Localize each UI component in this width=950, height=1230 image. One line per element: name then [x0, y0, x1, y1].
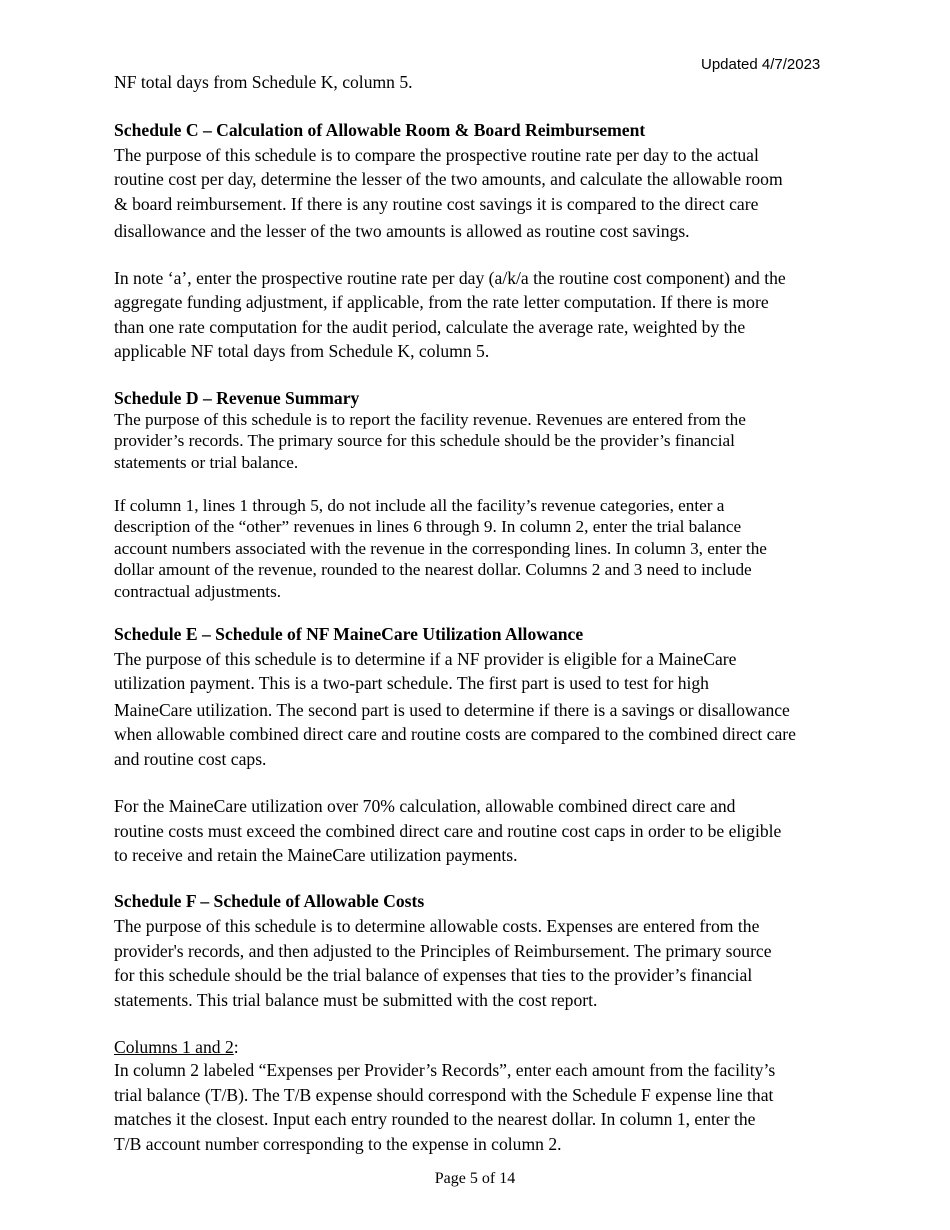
schedule-c-heading: Schedule C – Calculation of Allowable Room & Board Reimbursement [114, 120, 646, 140]
schedule-e-para1-line: MaineCare utilization. The second part is used to determine if there is a savings or disallowance [114, 700, 790, 720]
schedule-f-para1-line: The purpose of this schedule is to determine allowable costs. Expenses are entered from the [114, 916, 760, 936]
columns-label: Columns 1 and 2 [114, 1037, 234, 1057]
schedule-e-para1-line: The purpose of this schedule is to determine if a NF provider is eligible for a MaineCare [114, 649, 737, 669]
schedule-e-para1-line: when allowable combined direct care and routine costs are compared to the combined direct care [114, 724, 796, 744]
schedule-f-para2-line: T/B account number corresponding to the expense in column 2. [114, 1134, 562, 1154]
schedule-c-para1-line: The purpose of this schedule is to compare the prospective routine rate per day to the actual [114, 145, 759, 165]
schedule-f-para2-line: trial balance (T/B). The T/B expense should correspond with the Schedule F expense line that [114, 1085, 774, 1105]
updated-date: Updated 4/7/2023 [701, 56, 821, 73]
schedule-c-para2-line: In note ‘a’, enter the prospective routine rate per day (a/k/a the routine cost component) and the [114, 268, 786, 288]
schedule-c-para1-line: routine cost per day, determine the lesser of the two amounts, and calculate the allowable room [114, 169, 783, 189]
schedule-c-para1-line: & board reimbursement. If there is any routine cost savings it is compared to the direct care [114, 194, 759, 214]
columns-subheading [114, 1037, 239, 1058]
schedule-f-para1-line: provider's records, and then adjusted to the Principles of Reimbursement. The primary source [114, 941, 772, 961]
schedule-f-para1-line: for this schedule should be the trial balance of expenses that ties to the provider’s financial [114, 965, 753, 985]
schedule-d-para2-line: If column 1, lines 1 through 5, do not include all the facility’s revenue categories, enter a [114, 496, 725, 515]
schedule-e-para1-line: and routine cost caps. [114, 749, 267, 769]
schedule-e-para1-line: utilization payment. This is a two-part schedule. The first part is used to test for high [114, 673, 709, 693]
schedule-d-para1-line: statements or trial balance. [114, 453, 299, 472]
page-number: Page 5 of 14 [434, 1170, 516, 1187]
schedule-f-heading: Schedule F – Schedule of Allowable Costs [114, 891, 425, 911]
schedule-d-para2-line: description of the “other” revenues in lines 6 through 9. In column 2, enter the trial balance [114, 517, 742, 536]
schedule-d-para2-line: contractual adjustments. [114, 582, 282, 601]
columns-colon: : [233, 1037, 239, 1057]
schedule-d-heading: Schedule D – Revenue Summary [114, 388, 360, 408]
schedule-d-para1-line: provider’s records. The primary source for this schedule should be the provider’s financial [114, 431, 735, 450]
intro-line: NF total days from Schedule K, column 5. [114, 72, 413, 92]
schedule-c-para2-line: than one rate computation for the audit period, calculate the average rate, weighted by the [114, 317, 746, 337]
schedule-f-para2-line: matches it the closest. Input each entry rounded to the nearest dollar. In column 1, enter the [114, 1109, 756, 1129]
schedule-c-para2-line: aggregate funding adjustment, if applicable, from the rate letter computation. If there is more [114, 292, 769, 312]
schedule-e-para2-line: For the MaineCare utilization over 70% calculation, allowable combined direct care and [114, 796, 736, 816]
schedule-c-para1-line: disallowance and the lesser of the two amounts is allowed as routine cost savings. [114, 221, 690, 241]
schedule-e-para2-line: routine costs must exceed the combined direct care and routine cost caps in order to be eligible [114, 821, 782, 841]
schedule-e-para2-line: to receive and retain the MaineCare utilization payments. [114, 845, 518, 865]
schedule-d-para2-line: dollar amount of the revenue, rounded to the nearest dollar. Columns 2 and 3 need to include [114, 560, 752, 579]
schedule-d-para2-line: account numbers associated with the revenue in the corresponding lines. In column 3, enter the [114, 539, 767, 558]
schedule-f-para1-line: statements. This trial balance must be submitted with the cost report. [114, 990, 598, 1010]
schedule-f-para2-line: In column 2 labeled “Expenses per Provider’s Records”, enter each amount from the facility’s [114, 1060, 776, 1080]
schedule-d-para1-line: The purpose of this schedule is to report the facility revenue. Revenues are entered from the [114, 410, 746, 429]
schedule-e-heading: Schedule E – Schedule of NF MaineCare Utilization Allowance [114, 624, 584, 644]
schedule-c-para2-line: applicable NF total days from Schedule K, column 5. [114, 341, 490, 361]
